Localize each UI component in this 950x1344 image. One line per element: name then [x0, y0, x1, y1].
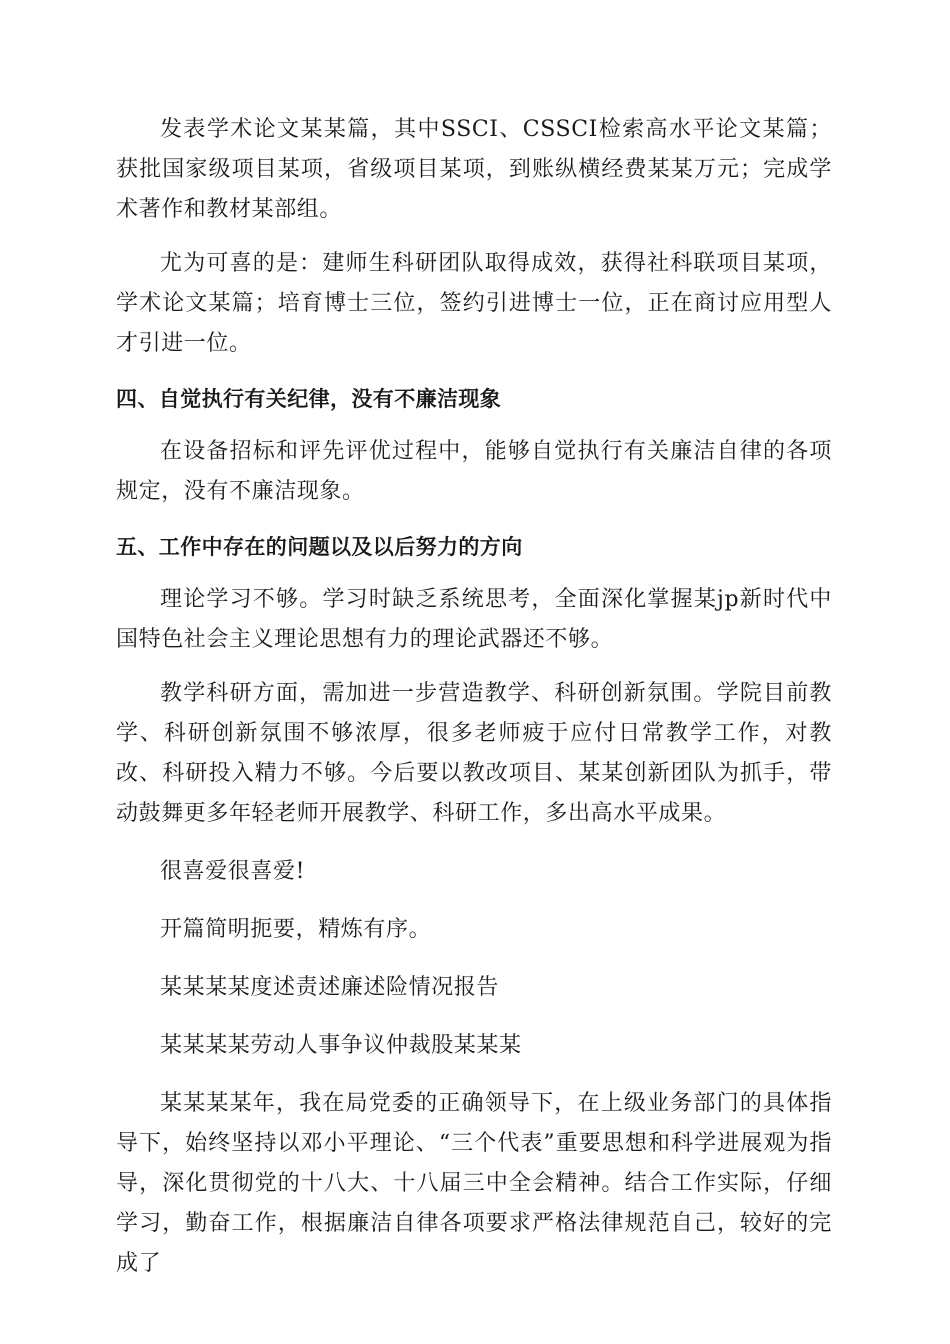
section-heading-discipline: 四、自觉执行有关纪律，没有不廉洁现象 [116, 387, 502, 411]
report-title: 某某某某度述责述廉述险情况报告 [160, 975, 500, 1000]
section-heading-problems: 五、工作中存在的问题以及以后努力的方向 [116, 535, 523, 559]
paragraph-comment-like: 很喜爱很喜爱! [160, 859, 306, 884]
paragraph-comment-concise: 开篇简明扼要，精炼有序。 [160, 917, 432, 942]
paragraph-theory-study: 理论学习不够。学习时缺乏系统思考，全面深化掌握某jp新时代中国特色社会主义理论思想有力的理论武器还不够。 [116, 587, 832, 652]
paragraph-team-results: 尤为可喜的是：建师生科研团队取得成效，获得社科联项目某项，学术论文某篇；培育博士三位，签约引进博士一位，正在商讨应用型人才引进一位。 [116, 251, 832, 356]
paragraph-report-intro: 某某某某年，我在局党委的正确领导下，在上级业务部门的具体指导下，始终坚持以邓小平理论、“三个代表”重要思想和科学进展观为指导，深化贯彻党的十八大、十八届三中全会精神。结合工作实际，仔细学习，勤奋工作，根据廉洁自律各项要求严格法律规范自己，较好的完成了 [116, 1091, 832, 1276]
paragraph-achievements: 发表学术论文某某篇，其中SSCI、CSSCI检索高水平论文某篇；获批国家级项目某项，省级项目某项，到账纵横经费某某万元；完成学术著作和教材某部组。 [116, 117, 832, 222]
paragraph-teaching-research: 教学科研方面，需加进一步营造教学、科研创新氛围。学院目前教学、科研创新氛围不够浓厚，很多老师疲于应付日常教学工作，对教改、科研投入精力不够。今后要以教改项目、某某创新团队为抓手，带动鼓舞更多年轻老师开展教学、科研工作，多出高水平成果。 [116, 681, 832, 826]
paragraph-discipline: 在设备招标和评先评优过程中，能够自觉执行有关廉洁自律的各项规定，没有不廉洁现象。 [116, 439, 832, 504]
report-author: 某某某某劳动人事争议仲裁股某某某 [160, 1033, 522, 1058]
document-body [116, 110, 832, 1284]
